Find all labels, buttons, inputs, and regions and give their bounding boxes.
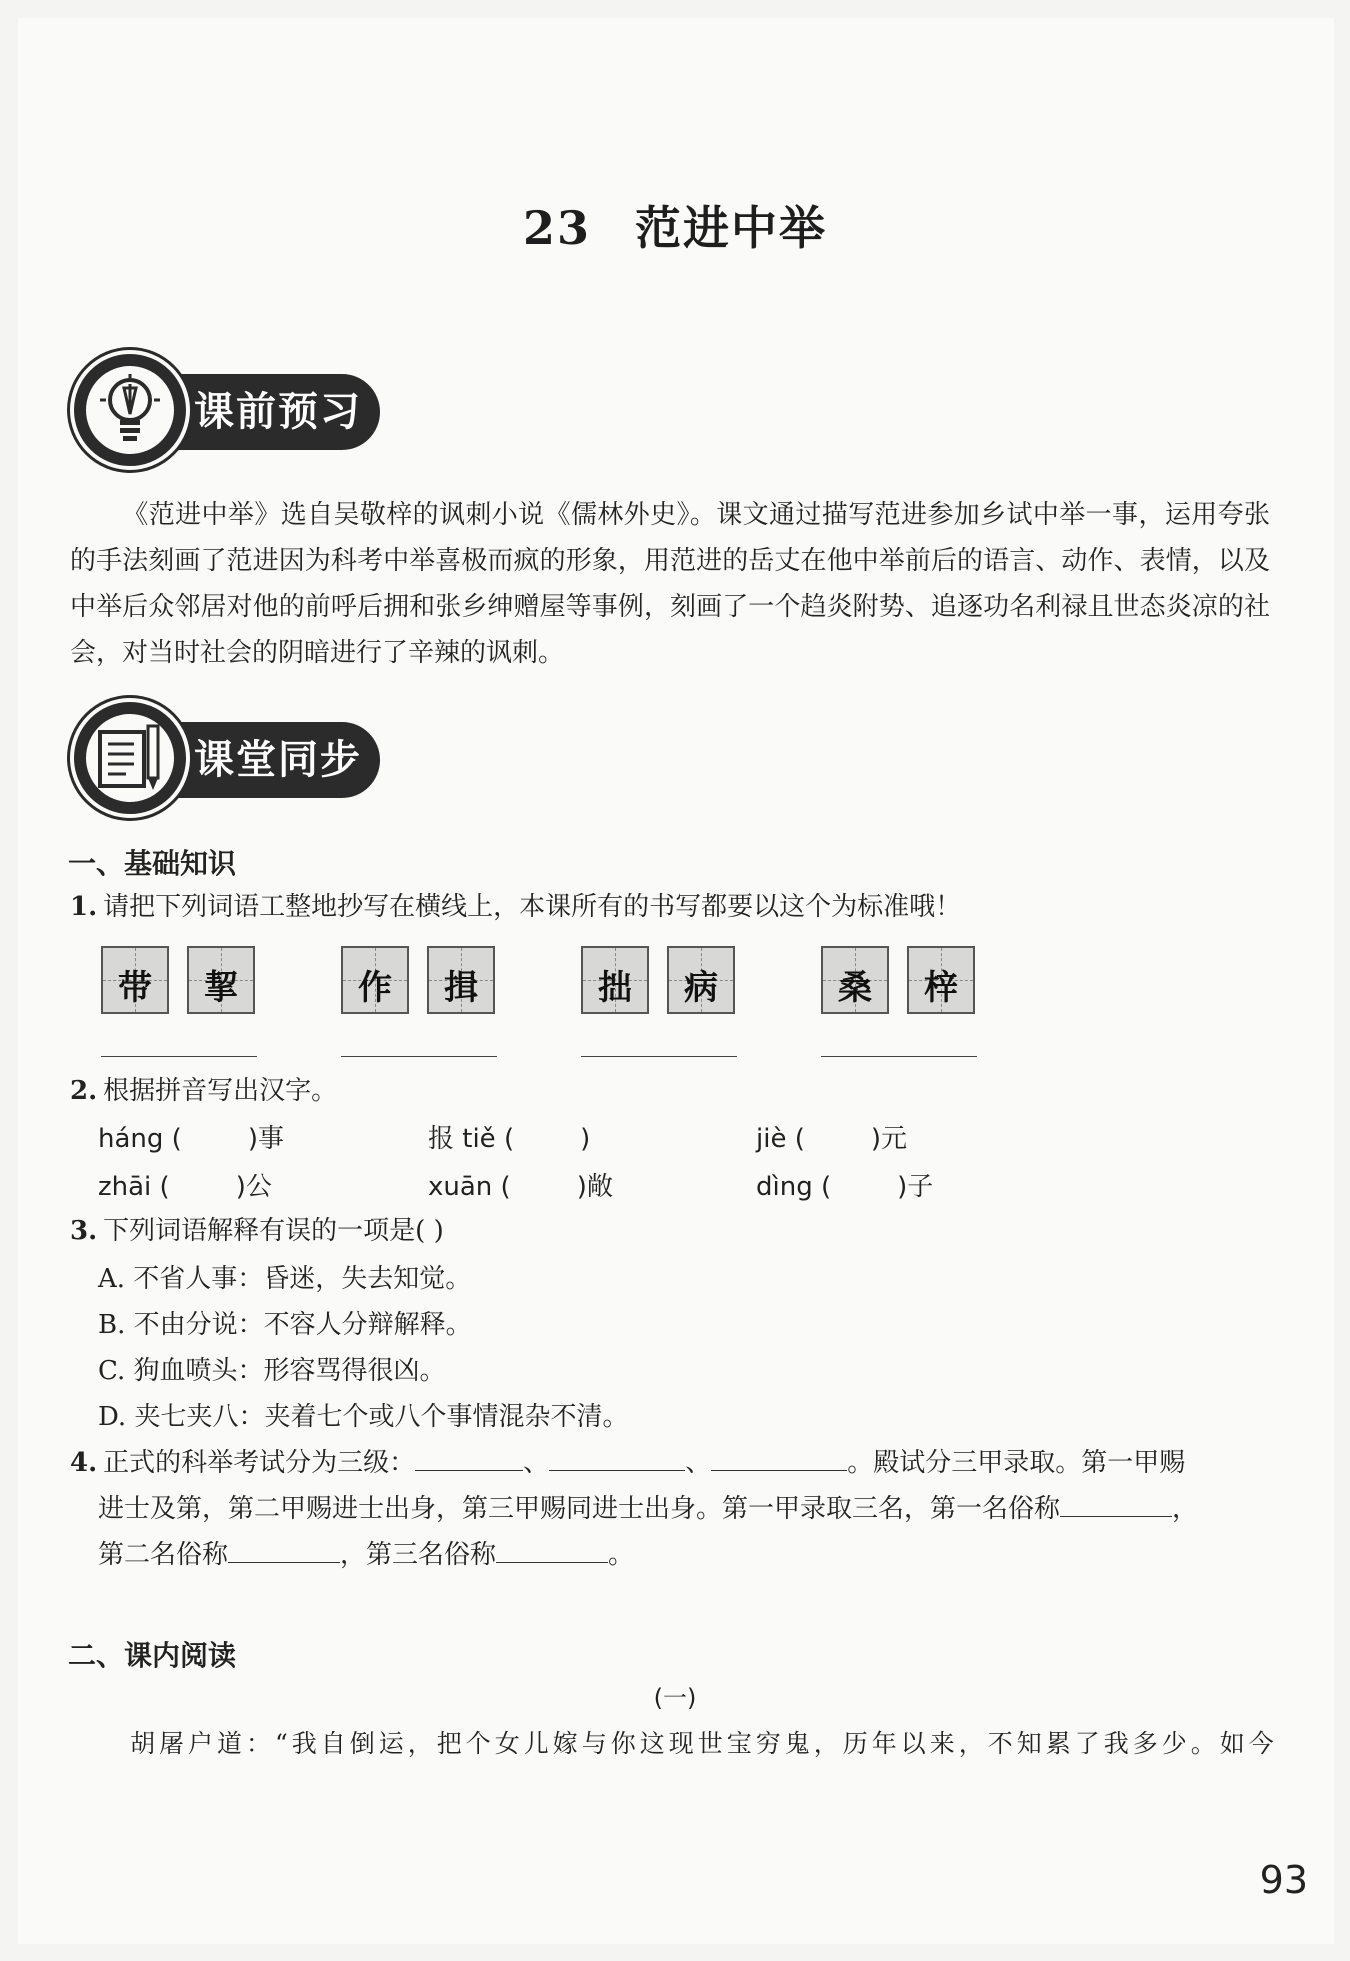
copy-cell: 作: [341, 946, 409, 1014]
classwork-banner: [70, 698, 390, 818]
pinyin-item[interactable]: zhāi ( )公: [98, 1172, 272, 1202]
pinyin-item[interactable]: háng ( )事: [98, 1124, 284, 1154]
answer-blank[interactable]: [228, 1532, 340, 1563]
answer-blank[interactable]: [415, 1440, 523, 1471]
copy-cell: 挈: [187, 946, 255, 1014]
lesson-title: [0, 192, 1350, 258]
preview-banner: [70, 350, 390, 470]
book-pencil-icon: [96, 722, 166, 794]
lesson-name: 范进中举: [635, 201, 827, 255]
option-c[interactable]: C. 狗血喷头：形容骂得很凶。: [98, 1356, 446, 1386]
question-3: 3. 下列词语解释有误的一项是( ): [70, 1216, 444, 1246]
preview-banner-label: 课前预习: [194, 389, 362, 435]
write-line[interactable]: [581, 1056, 737, 1057]
answer-blank[interactable]: [1060, 1486, 1172, 1517]
copy-cell: 病: [667, 946, 735, 1014]
write-line[interactable]: [341, 1056, 497, 1057]
pinyin-item[interactable]: 报 tiě ( ): [428, 1124, 591, 1154]
question-4: 4. 正式的科举考试分为三级： 、 、 。殿试分三甲录取。第一甲赐 进士及第，第二甲赐进士出身，第三甲赐同进士出身。第一甲录取三名，第一名俗称 ， 第二名俗称 ，第三名俗称 。: [70, 1440, 1270, 1578]
reading-part-heading: (一): [653, 1684, 697, 1712]
section-reading: 二、课内阅读: [68, 1639, 237, 1672]
question-1: 1. 请把下列词语工整地抄写在横线上，本课所有的书写都要以这个为标准哦！: [70, 892, 962, 922]
write-line[interactable]: [101, 1056, 257, 1057]
copy-cell: 桑: [821, 946, 889, 1014]
pinyin-item[interactable]: xuān ( )敞: [428, 1172, 613, 1202]
section-basic-knowledge: 一、基础知识: [68, 847, 237, 880]
copy-cell: 梓: [907, 946, 975, 1014]
copy-cell: 带: [101, 946, 169, 1014]
answer-blank[interactable]: [496, 1532, 608, 1563]
page-number: 93: [1259, 1858, 1308, 1902]
answer-blank[interactable]: [711, 1440, 847, 1471]
lesson-number: 23: [522, 201, 591, 255]
reading-passage: 胡屠户道：“我自倒运，把个女儿嫁与你这现世宝穷鬼，历年以来，不知累了我多少。如今: [130, 1729, 1278, 1758]
classwork-banner-label: 课堂同步: [194, 737, 362, 783]
intro-paragraph: 《范进中举》选自吴敬梓的讽刺小说《儒林外史》。课文通过描写范进参加乡试中举一事，运用夸张的手法刻画了范进因为科考中举喜极而疯的形象，用范进的岳丈在他中举前后的语言、动作、表情，以及中举后众邻居对他的前呼后拥和张乡绅赠屋等事例，刻画了一个趋炎附势、追逐功名利禄且世态炎凉的社会，对当时社会的阴暗进行了辛辣的讽刺。: [70, 500, 1270, 668]
option-a[interactable]: A. 不省人事：昏迷，失去知觉。: [98, 1264, 472, 1294]
lightbulb-icon: [96, 374, 164, 446]
option-b[interactable]: B. 不由分说：不容人分辩解释。: [98, 1310, 472, 1340]
pinyin-item[interactable]: jiè ( )元: [756, 1124, 908, 1154]
write-line[interactable]: [821, 1056, 977, 1057]
option-d[interactable]: D. 夹七夹八：夹着七个或八个事情混杂不清。: [98, 1402, 629, 1432]
answer-blank[interactable]: [549, 1440, 685, 1471]
copy-cell: 拙: [581, 946, 649, 1014]
copy-cell: 揖: [427, 946, 495, 1014]
pinyin-item[interactable]: dìng ( )子: [756, 1172, 934, 1202]
question-2: 2. 根据拼音写出汉字。: [70, 1076, 338, 1106]
